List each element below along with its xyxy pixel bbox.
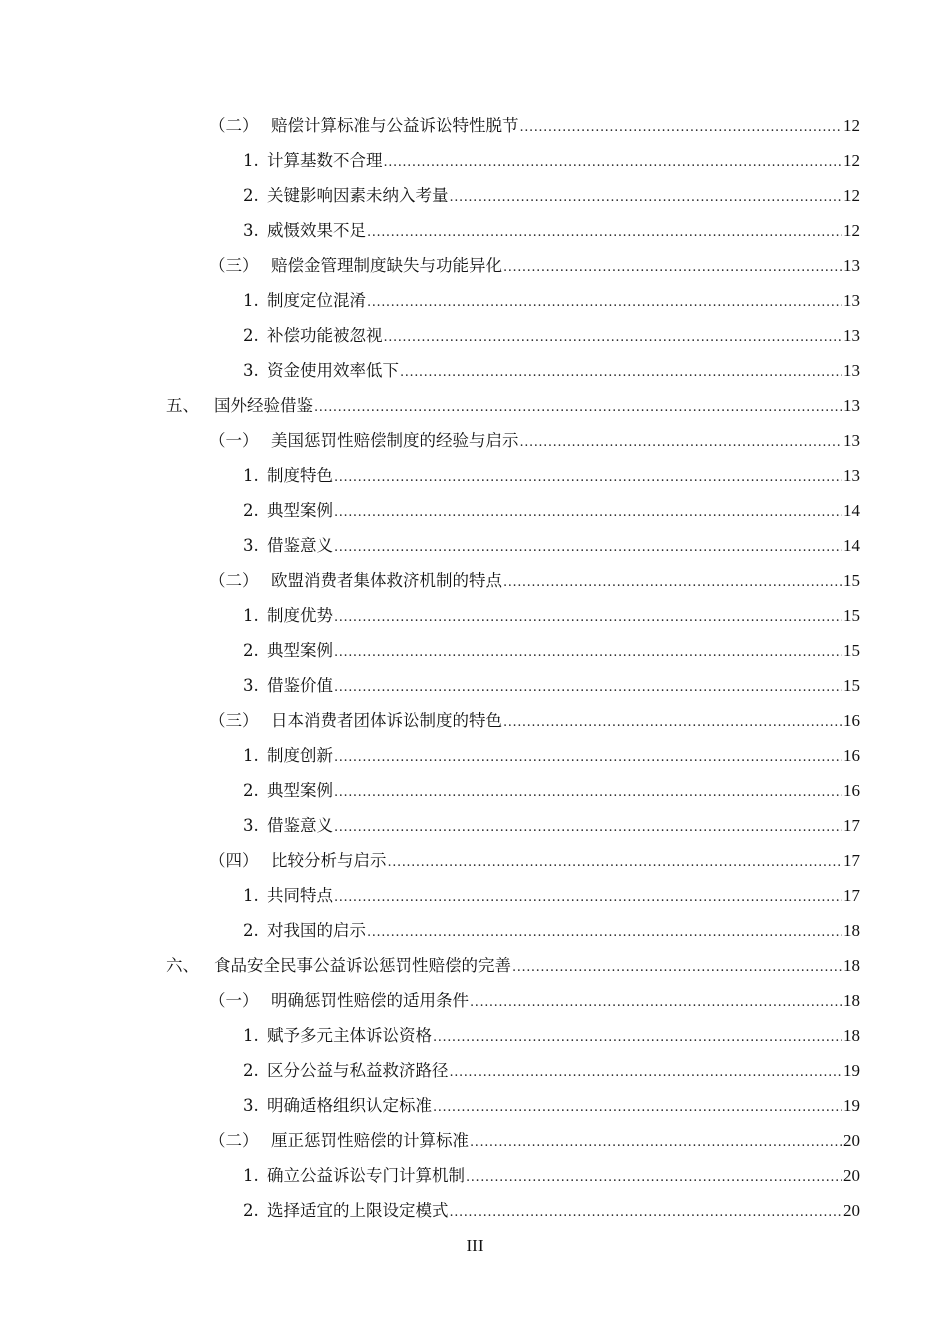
toc-entry-number: （四） [209,851,259,870]
toc-entry-number: 2. [243,1201,259,1220]
toc-entry[interactable] [0,668,950,703]
toc-dot-leader [520,110,843,145]
toc-entry[interactable] [0,143,950,178]
toc-entry-title: 确立公益诉讼专门计算机制 [267,1166,465,1185]
toc-entry-number: （一） [209,431,259,450]
toc-dot-leader [450,1055,843,1090]
toc-entry-title: 明确适格组织认定标准 [267,1096,432,1115]
toc-entry-title: 日本消费者团体诉讼制度的特色 [271,711,502,730]
toc-entry-page: 17 [843,816,860,835]
toc-entry[interactable] [0,178,950,213]
toc-entry-number: 1. [243,606,259,625]
toc-entry[interactable] [0,108,950,143]
toc-entry-number: 3. [243,1096,259,1115]
toc-entry-number: 1. [243,151,259,170]
toc-dot-leader [334,460,842,495]
toc-entry-number: 3. [243,676,259,695]
toc-entry-number: 2. [243,641,259,660]
toc-dot-leader [450,1195,843,1230]
toc-entry-number: （二） [209,116,259,135]
toc-entry-title: 借鉴意义 [267,816,333,835]
toc-entry-page: 13 [843,361,860,380]
toc-dot-leader [503,250,842,285]
toc-entry-title: 借鉴价值 [267,676,333,695]
toc-entry[interactable] [0,1193,950,1228]
toc-entry-title: 赔偿金管理制度缺失与功能异化 [271,256,502,275]
page-number: III [466,1236,484,1255]
table-of-contents [0,108,950,1228]
toc-entry[interactable] [0,1123,950,1158]
toc-entry-page: 14 [843,536,860,555]
toc-entry-title: 明确惩罚性赔偿的适用条件 [271,991,469,1010]
toc-entry[interactable] [0,388,950,423]
toc-dot-leader [388,845,843,880]
toc-entry[interactable] [0,493,950,528]
toc-entry-number: 3. [243,361,259,380]
toc-dot-leader [512,950,842,985]
toc-entry-title: 食品安全民事公益诉讼惩罚性赔偿的完善 [214,956,511,975]
toc-entry-page: 12 [843,151,860,170]
toc-entry-page: 15 [843,676,860,695]
toc-dot-leader [470,1125,842,1160]
toc-entry[interactable] [0,318,950,353]
toc-entry-number: 1. [243,466,259,485]
toc-entry-number: 1. [243,291,259,310]
toc-entry-title: 补偿功能被忽视 [267,326,383,345]
toc-entry-page: 18 [843,956,860,975]
toc-entry[interactable] [0,983,950,1018]
toc-dot-leader [400,355,842,390]
toc-entry[interactable] [0,248,950,283]
toc-dot-leader [450,180,843,215]
toc-entry-page: 16 [843,781,860,800]
toc-entry-title: 制度创新 [267,746,333,765]
toc-dot-leader [334,740,842,775]
toc-entry[interactable] [0,878,950,913]
toc-entry-title: 典型案例 [267,641,333,660]
toc-dot-leader [470,985,842,1020]
toc-dot-leader [334,775,842,810]
toc-entry-page: 12 [843,186,860,205]
toc-entry-title: 制度定位混淆 [267,291,366,310]
toc-entry-title: 国外经验借鉴 [214,396,313,415]
toc-entry-number: 1. [243,1026,259,1045]
toc-dot-leader [384,145,843,180]
toc-entry-page: 17 [843,851,860,870]
toc-entry-page: 13 [843,466,860,485]
toc-entry-title: 厘正惩罚性赔偿的计算标准 [271,1131,469,1150]
toc-entry-title: 选择适宜的上限设定模式 [267,1201,449,1220]
toc-entry-page: 13 [843,326,860,345]
toc-entry-number: 3. [243,221,259,240]
toc-entry-page: 19 [843,1096,860,1115]
toc-entry[interactable] [0,1053,950,1088]
toc-entry-number: 1. [243,1166,259,1185]
toc-entry-page: 17 [843,886,860,905]
toc-entry-page: 13 [843,396,860,415]
toc-entry[interactable] [0,563,950,598]
toc-dot-leader [466,1160,842,1195]
toc-entry[interactable] [0,808,950,843]
toc-entry[interactable] [0,528,950,563]
toc-entry[interactable] [0,773,950,808]
toc-entry-page: 15 [843,571,860,590]
toc-dot-leader [503,705,842,740]
toc-entry[interactable] [0,1158,950,1193]
toc-entry[interactable] [0,283,950,318]
toc-entry-page: 12 [843,116,860,135]
toc-entry-page: 18 [843,921,860,940]
toc-entry-number: （三） [209,256,259,275]
toc-dot-leader [384,320,843,355]
toc-entry-title: 比较分析与启示 [271,851,387,870]
toc-entry[interactable] [0,843,950,878]
toc-dot-leader [334,495,842,530]
toc-entry[interactable] [0,633,950,668]
toc-entry-title: 典型案例 [267,781,333,800]
toc-entry-page: 18 [843,1026,860,1045]
toc-dot-leader [334,530,842,565]
toc-entry-page: 13 [843,291,860,310]
toc-entry-title: 典型案例 [267,501,333,520]
toc-entry-number: （三） [209,711,259,730]
toc-entry-page: 16 [843,711,860,730]
toc-entry[interactable] [0,423,950,458]
toc-entry-number: 2. [243,1061,259,1080]
toc-entry-page: 13 [843,256,860,275]
toc-entry[interactable] [0,1088,950,1123]
toc-entry[interactable] [0,598,950,633]
toc-entry-number: 3. [243,536,259,555]
toc-entry-title: 区分公益与私益救济路径 [267,1061,449,1080]
toc-entry-number: 1. [243,746,259,765]
toc-dot-leader [334,600,842,635]
toc-entry-page: 20 [843,1166,860,1185]
toc-entry-title: 威慑效果不足 [267,221,366,240]
toc-entry-number: 2. [243,326,259,345]
toc-entry[interactable] [0,738,950,773]
toc-entry-page: 16 [843,746,860,765]
toc-entry-number: 1. [243,886,259,905]
toc-entry-title: 制度优势 [267,606,333,625]
toc-entry[interactable] [0,948,950,983]
toc-dot-leader [367,215,842,250]
toc-entry-number: 3. [243,816,259,835]
toc-entry-number: 2. [243,921,259,940]
toc-entry[interactable] [0,458,950,493]
toc-entry-number: 2. [243,501,259,520]
toc-entry-number: （二） [209,571,259,590]
toc-entry-number: 2. [243,186,259,205]
toc-dot-leader [367,915,842,950]
toc-entry-title: 美国惩罚性赔偿制度的经验与启示 [271,431,519,450]
toc-entry-page: 15 [843,641,860,660]
toc-entry-page: 19 [843,1061,860,1080]
toc-entry[interactable] [0,353,950,388]
toc-entry-page: 14 [843,501,860,520]
toc-entry-title: 赔偿计算标准与公益诉讼特性脱节 [271,116,519,135]
toc-entry[interactable] [0,213,950,248]
toc-dot-leader [334,880,842,915]
toc-entry-title: 计算基数不合理 [267,151,383,170]
toc-entry-page: 20 [843,1201,860,1220]
toc-entry-title: 借鉴意义 [267,536,333,555]
toc-entry-page: 12 [843,221,860,240]
toc-entry-title: 资金使用效率低下 [267,361,399,380]
toc-entry-number: （二） [209,1131,259,1150]
toc-dot-leader [520,425,843,460]
toc-dot-leader [314,390,842,425]
toc-dot-leader [503,565,842,600]
toc-entry-number: 2. [243,781,259,800]
toc-entry-title: 关键影响因素未纳入考量 [267,186,449,205]
toc-entry-page: 13 [843,431,860,450]
toc-entry-page: 18 [843,991,860,1010]
toc-dot-leader [433,1020,842,1055]
toc-entry-title: 制度特色 [267,466,333,485]
toc-entry-title: 共同特点 [267,886,333,905]
toc-entry-page: 15 [843,606,860,625]
toc-entry-title: 赋予多元主体诉讼资格 [267,1026,432,1045]
toc-dot-leader [367,285,842,320]
toc-entry-title: 欧盟消费者集体救济机制的特点 [271,571,502,590]
toc-entry[interactable] [0,703,950,738]
toc-entry-number: 五、 [166,396,199,415]
toc-entry[interactable] [0,1018,950,1053]
toc-dot-leader [334,810,842,845]
toc-entry-number: （一） [209,991,259,1010]
toc-dot-leader [334,670,842,705]
toc-dot-leader [334,635,842,670]
toc-dot-leader [433,1090,842,1125]
toc-entry-title: 对我国的启示 [267,921,366,940]
toc-entry[interactable] [0,913,950,948]
toc-entry-number: 六、 [166,956,199,975]
toc-entry-page: 20 [843,1131,860,1150]
